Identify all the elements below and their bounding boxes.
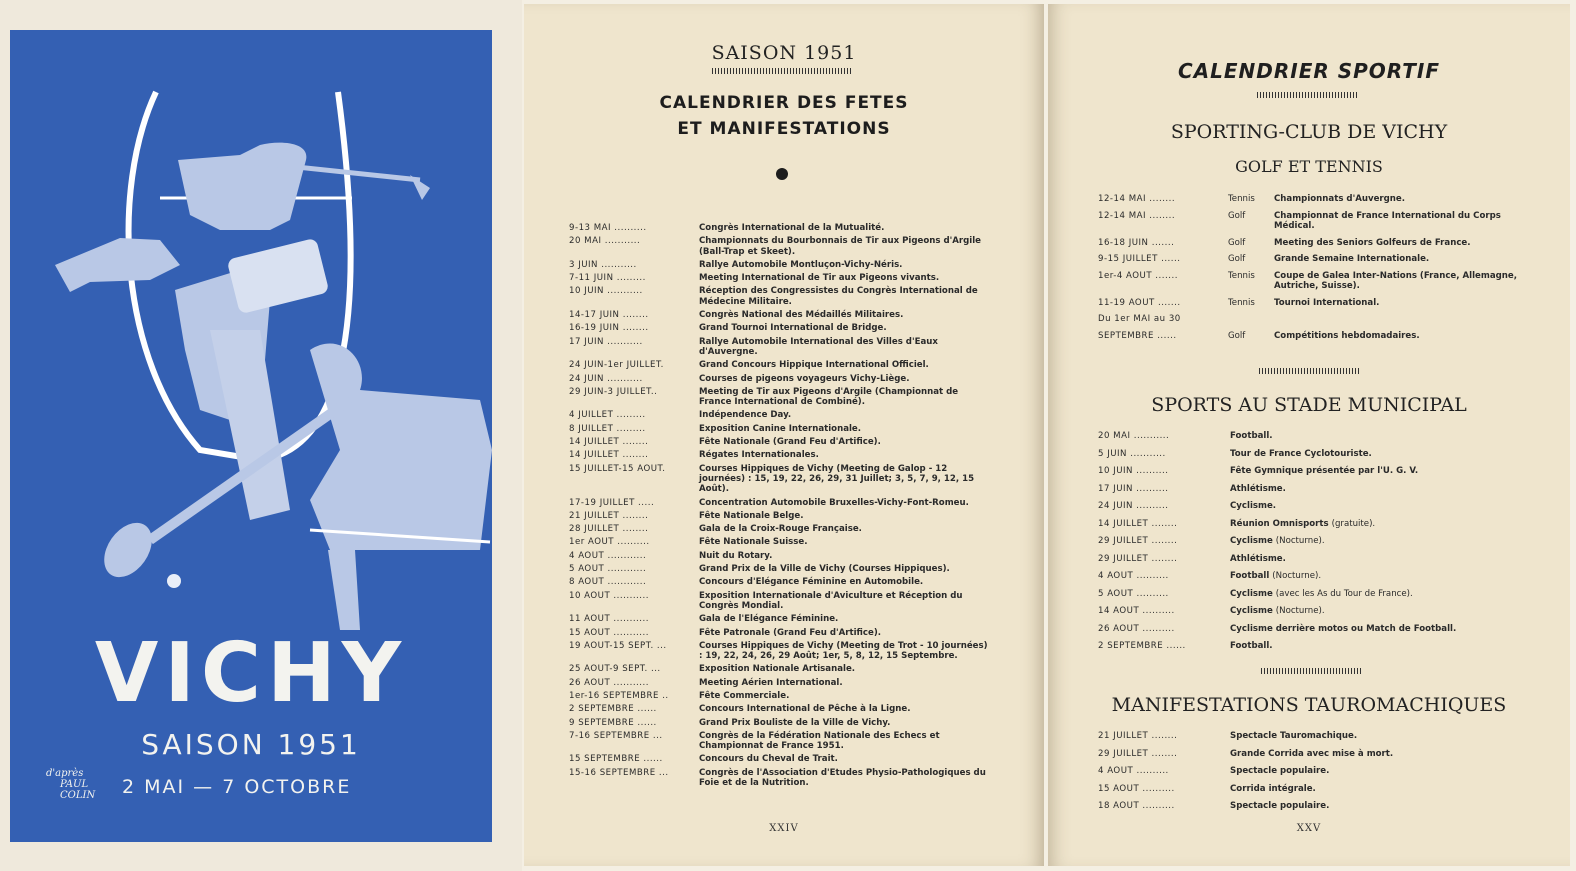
event-row [569,410,991,420]
event-title: Grand Concours Hippique International Officiel. [699,360,929,371]
event-row [569,564,991,574]
event-date: 5 AOUT ............ [569,564,647,575]
event-date: 4 AOUT .......... [1098,571,1169,581]
event-note: (avec les As du Tour de France). [1275,588,1413,599]
event-date: 9-15 JUILLET ...... [1098,254,1181,264]
event-title: Gala de l'Elégance Féminine. [699,614,839,625]
event-date: 10 AOUT ........... [569,590,649,601]
event-date: 28 JUILLET ........ [569,524,649,535]
event-date: 2 SEPTEMBRE ...... [1098,641,1186,651]
event-date: 15 SEPTEMBRE ...... [569,754,663,765]
event-title: Corrida intégrale. [1230,783,1316,794]
event-title: Tour de France Cyclotouriste. [1230,448,1372,459]
event-category: Tennis [1228,297,1255,308]
event-date: 20 MAI ........... [1098,431,1170,441]
event-note: (Nocturne). [1272,571,1322,581]
event-title: Congrès International de la Mutualité. [699,223,885,233]
event-date: 12-14 MAI ........ [1098,194,1176,204]
event-title-cell [1230,589,1528,600]
ornament-rule [712,68,852,74]
golf-tennis-row [1098,211,1528,232]
cover-credit [46,768,106,801]
event-title-cell [1230,449,1528,460]
stade-row [1098,484,1528,495]
tauro-row [1098,749,1528,760]
event-title-cell [1230,501,1528,512]
event-date: 14 JUILLET ........ [1098,518,1178,529]
event-row [569,768,991,789]
event-date: 9 SEPTEMBRE ...... [569,717,657,728]
event-date: 5 JUIN ........... [1098,448,1166,459]
event-date: 14 AOUT .......... [1098,606,1175,616]
event-title: Congrès de la Fédération Nationale des Echecs et Championnat de France 1951. [699,730,940,752]
event-date: 17-19 JUILLET ..... [569,497,655,508]
stade-row [1098,466,1528,477]
event-date: 29 JUILLET ........ [1098,748,1178,759]
event-row [569,437,991,447]
event-date: 24 JUIN-1er JUILLET. [569,360,664,371]
event-date: 29 JUILLET ........ [1098,536,1178,546]
event-date: 15-16 SEPTEMBRE ... [569,767,669,778]
event-category: Golf [1228,330,1246,341]
event-date: 5 AOUT .......... [1098,588,1169,599]
event-title-cell [1230,624,1528,635]
event-title: Cyclisme [1230,588,1273,599]
event-date: 29 JUIN-3 JUILLET.. [569,386,658,397]
stade-row [1098,571,1528,582]
event-title: Exposition Nationale Artisanale. [699,664,856,675]
event-title: Rallye Automobile Montluçon-Vichy-Néris. [699,259,903,270]
event-row [569,591,991,612]
event-category: Golf [1228,237,1246,248]
event-row [569,678,991,688]
event-date: 12-14 MAI ........ [1098,210,1176,221]
event-title-cell [1230,571,1528,582]
stade-row [1098,624,1528,635]
heading-line: ET MANIFESTATIONS [677,119,891,139]
event-row [569,260,991,270]
event-date: 9-13 MAI .......... [569,223,647,233]
golf-tennis-list [1098,194,1528,347]
event-row [569,310,991,320]
event-title: Football [1230,571,1270,581]
event-title: Réception des Congressistes du Congrès International de Médecine Militaire. [699,286,978,307]
event-date: 1er-4 AOUT ....... [1098,270,1178,281]
event-title: Nuit du Rotary. [699,550,773,561]
event-title: Congrès de l'Association d'Etudes Physio-Pathologiques du Foie et de la Nutrition. [699,767,986,789]
page-heading: CALENDRIER SPORTIF [1177,59,1441,83]
event-title: Courses Hippiques de Vichy (Meeting de Trot - 10 journées) : 19, 22, 24, 26, 29 Août; 1er, 5, 8, 12, 15 Septembre. [699,640,988,662]
golf-tennis-row [1098,314,1528,325]
cover-illustration [10,30,492,650]
event-title: Gala de la Croix-Rouge Française. [699,524,862,535]
event-row [569,614,991,624]
event-date: 11 AOUT ........... [569,614,649,625]
golf-tennis-row [1098,331,1528,342]
cover-title: VICHY [94,626,408,721]
event-title: Exposition Canine Internationale. [699,423,862,434]
heading-line: CALENDRIER DES FETES [659,93,909,113]
event-title: Football. [1230,641,1273,651]
event-title: Concours du Cheval de Trait. [699,754,838,765]
section-heading-sporting-club: SPORTING-CLUB DE VICHY [1170,121,1448,143]
stade-list [1098,431,1528,659]
golf-tennis-row [1098,271,1528,292]
event-date: 16-18 JUIN ....... [1098,237,1175,248]
event-title: Spectacle populaire. [1230,801,1330,811]
event-row [569,551,991,561]
event-title: Indépendence Day. [699,410,792,421]
event-row [569,464,991,495]
event-title: Grande Corrida avec mise à mort. [1230,748,1394,759]
event-title-cell [1230,606,1528,617]
golf-tennis-row [1098,254,1528,265]
event-title: Spectacle populaire. [1230,766,1330,776]
credit-line: PAUL [60,779,89,790]
event-date: 15 JUILLET-15 AOUT. [569,463,666,474]
event-date: 10 JUIN .......... [1098,466,1169,476]
stade-row [1098,449,1528,460]
event-date: 29 JUILLET ........ [1098,553,1178,564]
event-title: Courses Hippiques de Vichy (Meeting de Galop - 12 journées) : 15, 19, 22, 26, 29, 31 Juillet; 3, 5, 7, 9, 12, 15 Août). [699,463,975,495]
event-row [569,641,991,662]
event-date: 26 AOUT .......... [1098,623,1175,634]
event-title: Meeting de Tir aux Pigeons d'Argile (Championnat de France International de Combiné). [699,386,959,408]
page-season-title: SAISON 1951 [711,42,857,64]
event-title: Réunion Omnisports [1230,518,1329,529]
event-title: Cyclisme [1230,536,1273,546]
page-number: XXIV [769,823,799,834]
event-date: SEPTEMBRE ...... [1098,330,1177,341]
event-title: Coupe de Galea Inter-Nations (France, Allemagne, Autriche, Suisse). [1274,270,1517,291]
event-row [569,754,991,764]
event-row [569,577,991,587]
event-row [569,450,991,460]
event-note: (gratuite). [1331,518,1376,529]
event-row [569,424,991,434]
event-date: 4 AOUT ............ [569,550,647,561]
event-category: Golf [1228,210,1246,221]
event-title-cell [1230,641,1528,652]
event-title [1274,314,1528,325]
event-title: Spectacle Tauromachique. [1230,731,1358,741]
stade-row [1098,501,1528,512]
tauro-list [1098,731,1528,819]
event-title-cell [1230,466,1528,477]
event-date: 3 JUIN ........... [569,259,637,270]
credit-line: d'après [46,768,84,779]
event-title: Concentration Automobile Bruxelles-Vichy-Font-Romeu. [699,497,969,508]
stade-row [1098,589,1528,600]
event-title: Meeting International de Tir aux Pigeons vivants. [699,273,940,284]
event-date: 7-16 SEPTEMBRE ... [569,730,663,741]
ornament-rule [1259,368,1359,374]
event-row [569,223,991,233]
event-row [569,337,991,358]
event-row [569,360,991,370]
event-date: 20 MAI ........... [569,236,641,247]
event-date: 24 JUIN .......... [1098,501,1169,511]
event-row [569,524,991,534]
event-title-cell [1230,484,1528,495]
event-row [569,664,991,674]
cover-sheet [0,0,522,871]
event-date: 21 JUILLET ........ [1098,731,1178,741]
event-title: Fête Nationale (Grand Feu d'Artifice). [699,437,881,448]
event-date: 19 AOUT-15 SEPT. ... [569,640,667,651]
event-row [569,236,991,257]
event-title: Grand Prix de la Ville de Vichy (Courses Hippiques). [699,564,950,575]
event-list [569,223,991,791]
stade-row [1098,519,1528,530]
cover-panel [10,30,492,842]
event-date: 10 JUIN ........... [569,286,643,297]
tauro-row [1098,731,1528,742]
event-date: 14-17 JUIN ........ [569,310,649,321]
event-date: 26 AOUT ........... [569,677,649,688]
event-title: Championnats du Bourbonnais de Tir aux Pigeons d'Argile (Ball-Trap et Skeet). [699,236,982,257]
event-category: Tennis [1228,194,1255,204]
golf-tennis-row [1098,298,1528,309]
event-title: Fête Commerciale. [699,690,790,701]
event-row [569,731,991,752]
event-row [569,286,991,307]
golf-tennis-row [1098,238,1528,249]
event-date: 18 AOUT .......... [1098,801,1175,811]
page-number: XXV [1296,823,1322,834]
event-date: 1er AOUT .......... [569,537,650,548]
ornament-rule [1261,668,1361,674]
event-date: 1er-16 SEPTEMBRE .. [569,690,669,701]
section-heading-tauromachie: MANIFESTATIONS TAUROMACHIQUES [1111,694,1507,716]
event-date: 16-19 JUIN ........ [569,323,649,334]
event-title: Championnats d'Auvergne. [1274,194,1406,204]
section-heading-stade: SPORTS AU STADE MUNICIPAL [1151,394,1467,416]
event-title: Fête Nationale Belge. [699,510,804,521]
event-title: Exposition Internationale d'Aviculture et Réception du Congrès Mondial. [699,590,963,611]
event-title: Régates Internationales. [699,450,819,461]
event-category: Golf [1228,254,1246,264]
tauro-row [1098,784,1528,795]
event-date: Du 1er MAI au 30 [1098,314,1181,324]
event-row [569,537,991,547]
event-title: Cyclisme [1230,606,1273,616]
event-title: Congrès National des Médaillés Militaires. [699,310,904,321]
event-date: 21 JUILLET ........ [569,510,649,521]
event-title-cell [1230,519,1528,530]
event-title-cell [1230,431,1528,442]
page-heading [524,90,1044,142]
event-date: 4 AOUT .......... [1098,766,1169,776]
event-date: 15 AOUT ........... [569,627,649,638]
page-fetes-manifestations [524,4,1044,866]
event-date: 25 AOUT-9 SEPT. ... [569,664,661,675]
event-date: 4 JUILLET ......... [569,410,646,421]
event-date: 17 JUIN .......... [1098,483,1169,494]
credit-line: COLIN [60,790,96,801]
event-title: Cyclisme. [1230,501,1277,511]
event-title: Concours International de Pêche à la Ligne. [699,704,911,715]
event-row [569,691,991,701]
bullet-ornament [776,168,788,180]
event-row [569,628,991,638]
event-date: 14 JUILLET ........ [569,450,649,461]
event-date: 15 AOUT .......... [1098,783,1175,794]
event-row [569,704,991,714]
event-date: 24 JUIN ........... [569,373,643,384]
event-title: Athlétisme. [1230,553,1286,564]
event-date: 7-11 JUIN ......... [569,273,646,284]
event-title: Grand Tournoi International de Bridge. [699,323,887,334]
event-title: Grande Semaine Internationale. [1274,254,1430,264]
stade-row [1098,431,1528,442]
event-title: Championnat de France International du Corps Médical. [1274,210,1501,231]
event-title: Courses de pigeons voyageurs Vichy-Liège. [699,373,910,384]
event-date: 17 JUIN ........... [569,336,643,347]
event-title: Athlétisme. [1230,483,1286,494]
event-row [569,718,991,728]
event-date: 11-19 AOUT ....... [1098,297,1181,308]
cover-dates: 2 MAI — 7 OCTOBRE [122,776,352,798]
event-title-cell [1230,536,1528,547]
event-row [569,374,991,384]
event-category: Tennis [1228,270,1255,281]
stade-row [1098,554,1528,565]
stade-row [1098,536,1528,547]
event-note: (Nocturne). [1275,536,1325,546]
section-subheading-golf-tennis: GOLF ET TENNIS [1235,157,1383,176]
event-title: Grand Prix Bouliste de la Ville de Vichy. [699,717,891,728]
event-title: Fête Nationale Suisse. [699,537,808,548]
page-calendrier-sportif [1048,4,1570,866]
ornament-rule [1257,92,1357,98]
event-title: Football. [1230,431,1273,441]
event-title: Fête Gymnique présentée par l'U. G. V. [1230,466,1419,476]
event-row [569,498,991,508]
event-row [569,387,991,408]
event-date: 2 SEPTEMBRE ...... [569,704,657,715]
event-title: Cyclisme derrière motos ou Match de Football. [1230,623,1457,634]
event-title: Meeting Aérien International. [699,677,843,688]
golf-tennis-row [1098,194,1528,205]
cover-season: SAISON 1951 [141,728,361,761]
event-title: Tournoi International. [1274,297,1380,308]
event-row [569,323,991,333]
event-title: Rallye Automobile International des Villes d'Eaux d'Auvergne. [699,336,938,357]
event-note: (Nocturne). [1275,606,1325,616]
event-row [569,511,991,521]
event-date: 8 JUILLET ......... [569,423,646,434]
tauro-row [1098,801,1528,812]
event-category [1228,314,1274,325]
tauro-row [1098,766,1528,777]
event-title: Fête Patronale (Grand Feu d'Artifice). [699,627,882,638]
event-title: Concours d'Elégance Féminine en Automobile. [699,577,924,588]
event-title-cell [1230,554,1528,565]
stade-row [1098,641,1528,652]
event-date: 8 AOUT ............ [569,577,647,588]
stade-row [1098,606,1528,617]
event-title: Compétitions hebdomadaires. [1274,330,1420,341]
event-date: 14 JUILLET ........ [569,437,649,448]
event-row [569,273,991,283]
event-title: Meeting des Seniors Golfeurs de France. [1274,237,1471,248]
